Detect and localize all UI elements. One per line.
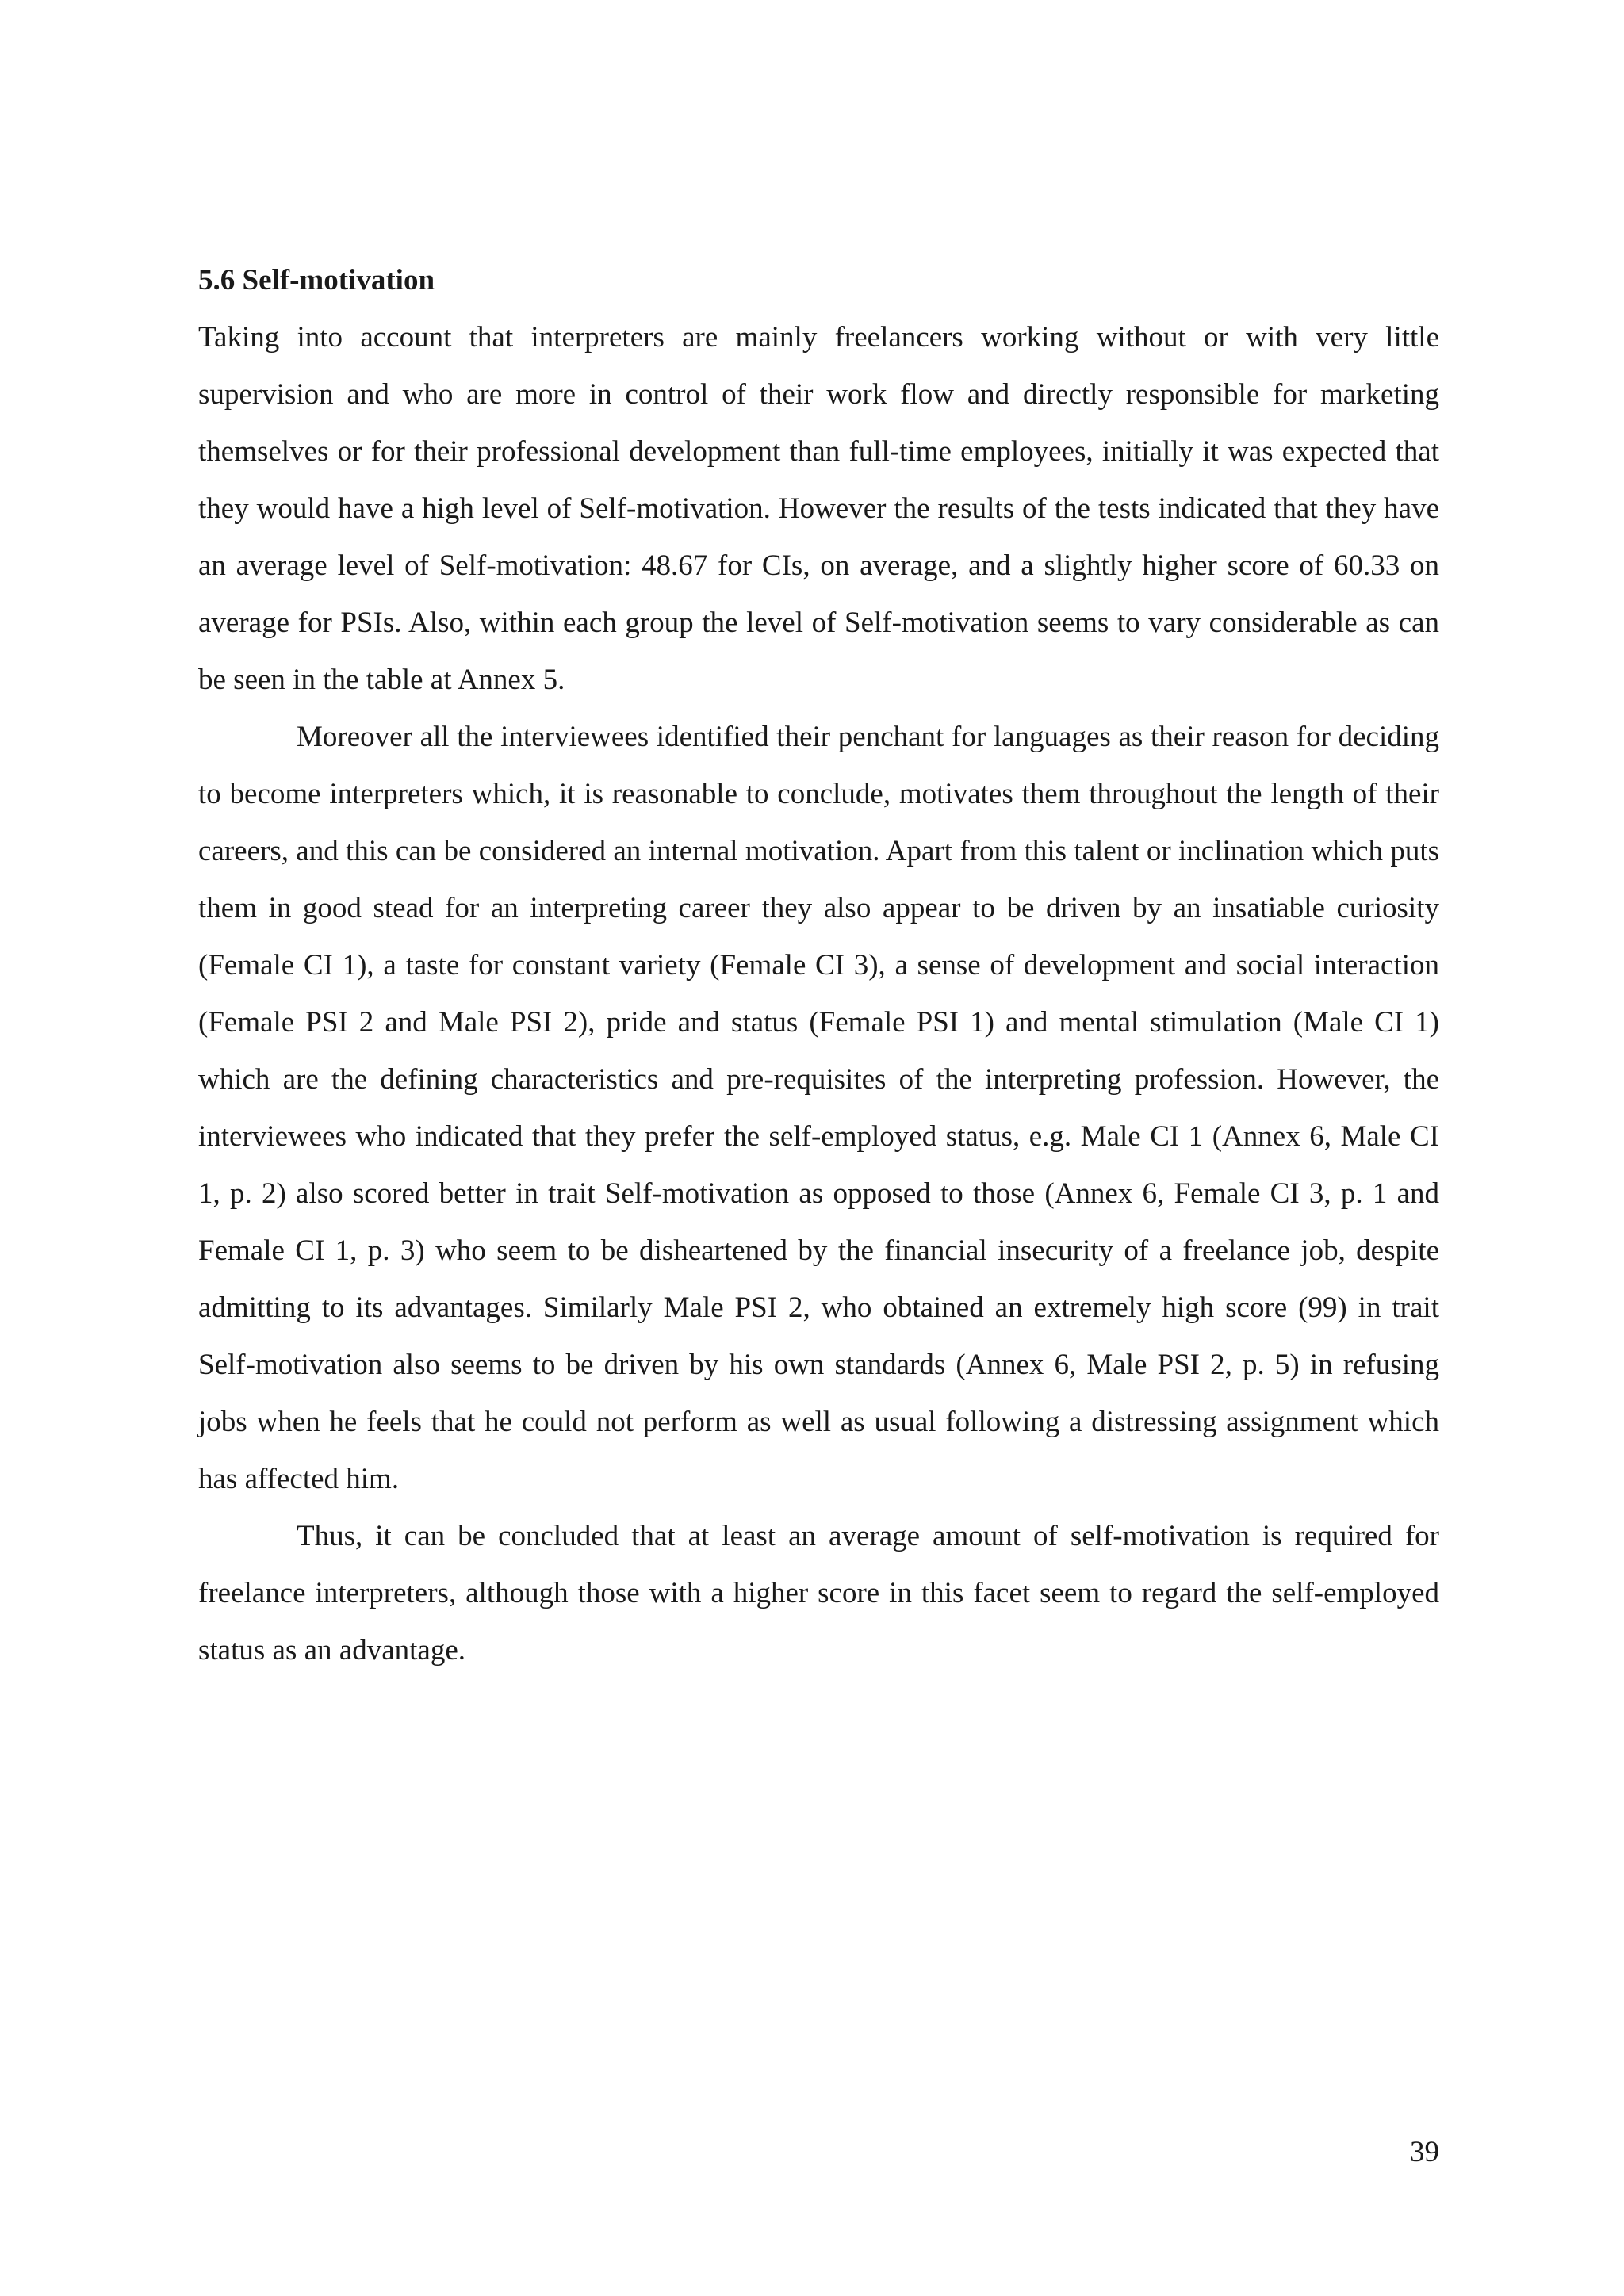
paragraph-1: Taking into account that interpreters are mainly freelancers working without or with very little supervision and who are more in control of their work flow and directly responsible for marketing themselves or for their professional development than full-time employees, initially it was expected that they would have a high level of Self-motivation. However the results of the tests indicated that they have an average level of Self-motivation: 48.67 for CIs, on average, and a slightly higher score of 60.33 on average for PSIs. Also, within each group the level of Self-motivation seems to vary considerable as can be seen in the table at Annex 5. — [198, 321, 1439, 696]
page-number: 39 — [1410, 2136, 1439, 2168]
page-content — [198, 252, 1439, 1679]
paragraph-2: Moreover all the interviewees identified their penchant for languages as their reason for deciding to become interpreters which, it is reasonable to conclude, motivates them throughout the length of their careers, and this can be considered an internal motivation. Apart from this talent or inclination which puts them in good stead for an interpreting career they also appear to be driven by an insatiable curiosity (Female CI 1), a taste for constant variety (Female CI 3), a sense of development and social interaction (Female PSI 2 and Male PSI 2), pride and status (Female PSI 1) and mental stimulation (Male CI 1) which are the defining characteristics and pre-requisites of the interpreting profession. However, the interviewees who indicated that they prefer the self-employed status, e.g. Male CI 1 (Annex 6, Male CI 1, p. 2) also scored better in trait Self-motivation as opposed to those (Annex 6, Female CI 3, p. 1 and Female CI 1, p. 3) who seem to be disheartened by the financial insecurity of a freelance job, despite admitting to its advantages. Similarly Male PSI 2, who obtained an extremely high score (99) in trait Self-motivation also seems to be driven by his own standards (Annex 6, Male PSI 2, p. 5) in refusing jobs when he feels that he could not perform as well as usual following a distressing assignment which has affected him. — [198, 721, 1439, 1495]
paragraph-3: Thus, it can be concluded that at least an average amount of self-motivation is required for freelance interpreters, although those with a higher score in this facet seem to regard the self-employed status as an advantage. — [198, 1520, 1439, 1667]
section-heading: 5.6 Self-motivation — [198, 264, 435, 297]
